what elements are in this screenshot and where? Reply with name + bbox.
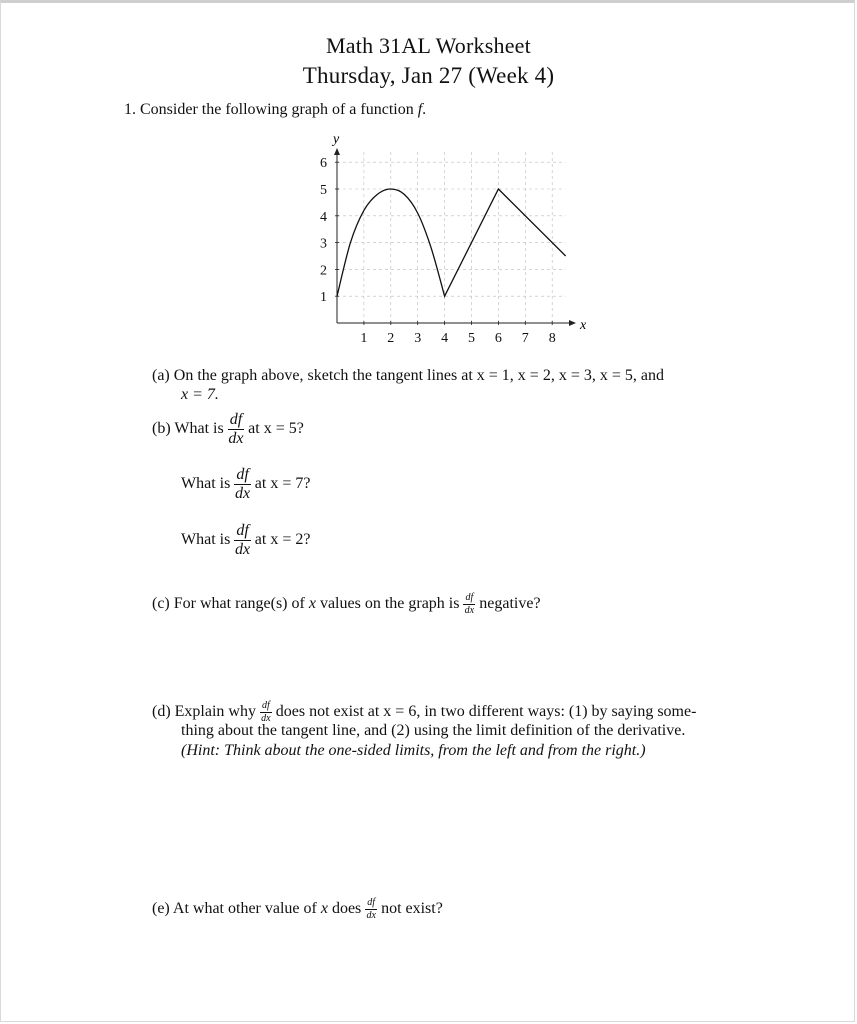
derivative-fraction <box>365 898 377 921</box>
part-a-line2: x = 7. <box>181 386 219 403</box>
part-b-q1 <box>152 412 304 447</box>
part-a-label: (a) <box>152 367 170 384</box>
fraction-numerator: df <box>236 522 249 539</box>
y-tick-label: 2 <box>320 263 327 279</box>
derivative-fraction <box>234 523 250 558</box>
fraction-numerator: df <box>236 466 249 483</box>
part-e <box>152 898 443 921</box>
part-d-line1 <box>152 701 696 724</box>
fraction-denominator: dx <box>366 910 376 921</box>
derivative-fraction <box>234 467 250 502</box>
part-d-prefix: Explain why <box>174 703 256 721</box>
x-tick-label: 6 <box>494 331 502 346</box>
fraction-numerator: df <box>229 411 243 428</box>
x-tick-label: 2 <box>387 331 395 346</box>
derivative-fraction <box>463 593 475 616</box>
intro-period: . <box>422 101 427 118</box>
part-c-prefix: For what range(s) of <box>173 595 305 613</box>
x-tick-label: 8 <box>548 331 556 346</box>
x-tick-label: 5 <box>468 331 475 346</box>
question-number: 1. <box>124 101 136 118</box>
x-tick-label: 1 <box>360 331 368 346</box>
fraction-denominator: dx <box>235 541 251 558</box>
part-b-q2 <box>181 467 310 502</box>
part-b-q3-prefix: What is <box>181 531 231 549</box>
part-c-suffix: negative? <box>479 595 541 613</box>
fraction-denominator: dx <box>261 713 271 724</box>
question-1-intro <box>124 101 426 119</box>
worksheet-title: Math 31AL Worksheet <box>326 33 531 58</box>
x-axis-arrow <box>569 320 576 326</box>
part-e-label: (e) <box>152 900 170 918</box>
y-tick-label: 5 <box>320 183 327 198</box>
x-tick-label: 3 <box>414 331 422 346</box>
part-c-label: (c) <box>152 595 170 613</box>
graph-axes <box>334 148 576 326</box>
fraction-denominator: dx <box>464 605 475 616</box>
y-axis-arrow <box>334 148 340 155</box>
part-d-label: (d) <box>152 703 171 721</box>
fraction-numerator: df <box>465 592 474 603</box>
part-b-q3 <box>181 523 310 558</box>
function-name: f <box>417 101 423 118</box>
part-b-q2-suffix: at x = 7? <box>254 475 311 493</box>
part-b-q2-prefix: What is <box>181 475 231 493</box>
part-d-line1-rest: does not exist at x = 6, in two different ways: (1) by saying some- <box>275 703 697 721</box>
part-a-text: On the graph above, sketch the tangent lines at x = 1, x = 2, x = 3, x = 5, and <box>173 367 664 384</box>
derivative-fraction <box>228 412 244 447</box>
graph-grid <box>337 149 566 323</box>
fraction-numerator: df <box>261 700 270 711</box>
part-e-prefix: At what other value of <box>172 900 317 918</box>
part-e-var: x <box>320 900 328 918</box>
function-graph <box>300 130 590 355</box>
y-axis-label: y <box>333 132 340 147</box>
x-axis-label: x <box>580 318 587 333</box>
part-a-line1 <box>152 367 664 385</box>
fraction-denominator: dx <box>228 430 244 447</box>
y-tick-label: 6 <box>320 156 327 172</box>
derivative-fraction <box>260 701 272 724</box>
x-tick-label: 7 <box>521 331 529 346</box>
part-b-label: (b) <box>152 420 171 438</box>
fraction-numerator: df <box>367 897 376 908</box>
part-c-middle: values on the graph is <box>319 595 460 613</box>
fraction-denominator: dx <box>235 485 251 502</box>
y-tick-label: 4 <box>320 209 327 225</box>
part-c-var: x <box>308 595 316 613</box>
part-d-line2: thing about the tangent line, and (2) using the limit definition of the derivative. <box>181 722 686 739</box>
question-intro-text: Consider the following graph of a function <box>140 101 414 118</box>
part-d-hint: (Hint: Think about the one-sided limits, from the left and from the right.) <box>181 742 646 759</box>
x-tick-label: 4 <box>441 331 449 346</box>
part-e-middle: does <box>331 900 362 918</box>
y-tick-label: 3 <box>320 236 327 252</box>
worksheet-date: Thursday, Jan 27 (Week 4) <box>302 63 555 88</box>
part-b-q3-suffix: at x = 2? <box>254 531 311 549</box>
part-b-q1-suffix: at x = 5? <box>248 420 304 438</box>
part-e-suffix: not exist? <box>381 900 443 918</box>
part-b-q1-prefix: What is <box>174 420 224 438</box>
part-c <box>152 593 541 616</box>
y-tick-label: 1 <box>320 290 327 306</box>
